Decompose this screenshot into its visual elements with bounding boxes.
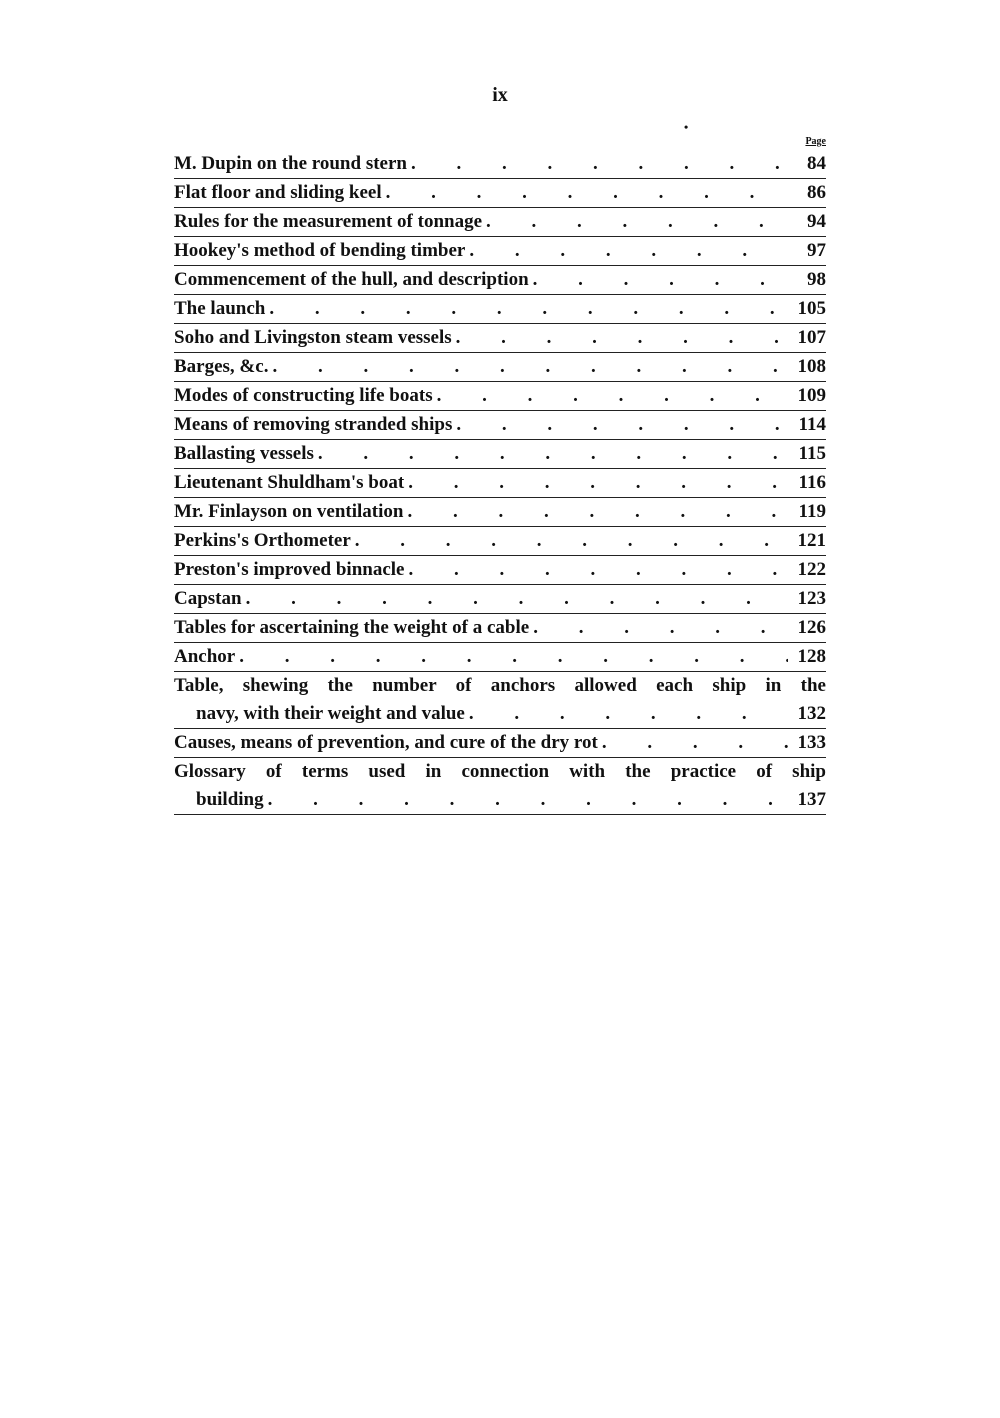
leader-dots <box>355 527 788 555</box>
toc-entry-page: 123 <box>797 588 826 609</box>
leader-dots <box>239 643 788 671</box>
toc-entry-title: Mr. Finlayson on ventilation <box>174 501 404 522</box>
toc-entry-page: 137 <box>797 789 826 810</box>
toc-entry <box>174 585 826 614</box>
leader-dots <box>411 150 788 178</box>
toc-entry-title: Anchor <box>174 646 236 667</box>
toc-entry-page: 108 <box>797 356 826 377</box>
page-number: ix <box>492 84 508 106</box>
toc-entry-title: Lieutenant Shuldham's boat <box>174 472 405 493</box>
page-column-label: Page <box>805 136 826 147</box>
toc-entry-page: 132 <box>797 703 826 724</box>
toc-entry-page: 94 <box>807 211 826 232</box>
leader-dots <box>246 585 788 613</box>
leader-dots <box>407 498 788 526</box>
toc-entry-title: Soho and Livingston steam vessels <box>174 327 452 348</box>
leader-dots <box>602 729 788 757</box>
toc-entry <box>174 527 826 556</box>
toc-entry-page: 126 <box>797 617 826 638</box>
leader-dots <box>533 614 788 642</box>
toc-entry-page: 116 <box>798 472 826 493</box>
toc-entry-title-line-1: Glossary of terms used in connection with the practice of ship <box>174 761 826 782</box>
toc-entry-title: Hookey's method of bending timber <box>174 240 466 261</box>
toc-entry <box>174 556 826 585</box>
toc-entry <box>174 614 826 643</box>
toc-entry-title: Modes of constructing life boats <box>174 385 433 406</box>
toc-entry <box>174 672 826 729</box>
toc-entry <box>174 266 826 295</box>
toc-entry-title: The launch <box>174 298 266 319</box>
leader-dots <box>533 266 788 294</box>
toc-entry-page: 114 <box>798 414 826 435</box>
leader-dots <box>469 237 788 265</box>
toc-entry-title: Tables for ascertaining the weight of a cable <box>174 617 530 638</box>
toc-entry-title: Rules for the measurement of tonnage <box>174 211 483 232</box>
toc-entry-page: 97 <box>807 240 826 261</box>
toc-entry-title: Preston's improved binnacle <box>174 559 405 580</box>
leader-dots <box>469 700 788 728</box>
toc-entry-page: 115 <box>798 443 826 464</box>
toc-entry-page: 122 <box>797 559 826 580</box>
leader-dots <box>486 208 788 236</box>
leader-dots <box>456 411 788 439</box>
toc-entry-title: Capstan <box>174 588 242 609</box>
toc-entry-title-line-2: navy, with their weight and value <box>196 703 465 724</box>
toc-entry-title: Commencement of the hull, and description <box>174 269 529 290</box>
toc-entry-title: Barges, &c. <box>174 356 269 377</box>
leader-dots <box>386 179 788 207</box>
toc-entry <box>174 729 826 758</box>
toc-entry-title: M. Dupin on the round stern <box>174 153 407 174</box>
toc-entry <box>174 208 826 237</box>
toc-entry-page: 98 <box>807 269 826 290</box>
toc-entry <box>174 498 826 527</box>
toc-entry <box>174 150 826 179</box>
leader-dots <box>408 556 788 584</box>
toc-entry-title: Perkins's Orthometer <box>174 530 351 551</box>
stray-mark: • <box>684 120 689 134</box>
leader-dots <box>456 324 788 352</box>
toc-entry-title-line-1: Table, shewing the number of anchors allowed each ship in the <box>174 675 826 696</box>
toc-entry-page: 121 <box>797 530 826 551</box>
toc-entry <box>174 353 826 382</box>
toc-entry <box>174 411 826 440</box>
leader-dots <box>437 382 788 410</box>
leader-dots <box>268 786 788 814</box>
toc-entry-title: Flat floor and sliding keel <box>174 182 382 203</box>
toc-entry <box>174 324 826 353</box>
toc-entry <box>174 382 826 411</box>
leader-dots <box>269 295 788 323</box>
table-of-contents <box>174 134 826 815</box>
toc-entry <box>174 237 826 266</box>
toc-entry-title: Causes, means of prevention, and cure of the dry rot <box>174 732 598 753</box>
toc-entry-title: Means of removing stranded ships <box>174 414 453 435</box>
toc-entry <box>174 758 826 815</box>
leader-dots <box>318 440 788 468</box>
toc-entry <box>174 643 826 672</box>
toc-entry-title-line-2: building <box>196 789 264 810</box>
toc-entry <box>174 295 826 324</box>
toc-entry-page: 84 <box>807 153 826 174</box>
toc-entry-title: Ballasting vessels <box>174 443 314 464</box>
toc-entry <box>174 469 826 498</box>
toc-entry <box>174 440 826 469</box>
toc-entry <box>174 179 826 208</box>
toc-entry-page: 119 <box>798 501 826 522</box>
leader-dots <box>272 353 788 381</box>
toc-entry-page: 133 <box>797 732 826 753</box>
toc-entry-page: 105 <box>797 298 826 319</box>
toc-entry-page: 86 <box>807 182 826 203</box>
toc-entry-page: 128 <box>797 646 826 667</box>
toc-entry-page: 109 <box>797 385 826 406</box>
toc-entry-page: 107 <box>797 327 826 348</box>
leader-dots <box>408 469 788 497</box>
